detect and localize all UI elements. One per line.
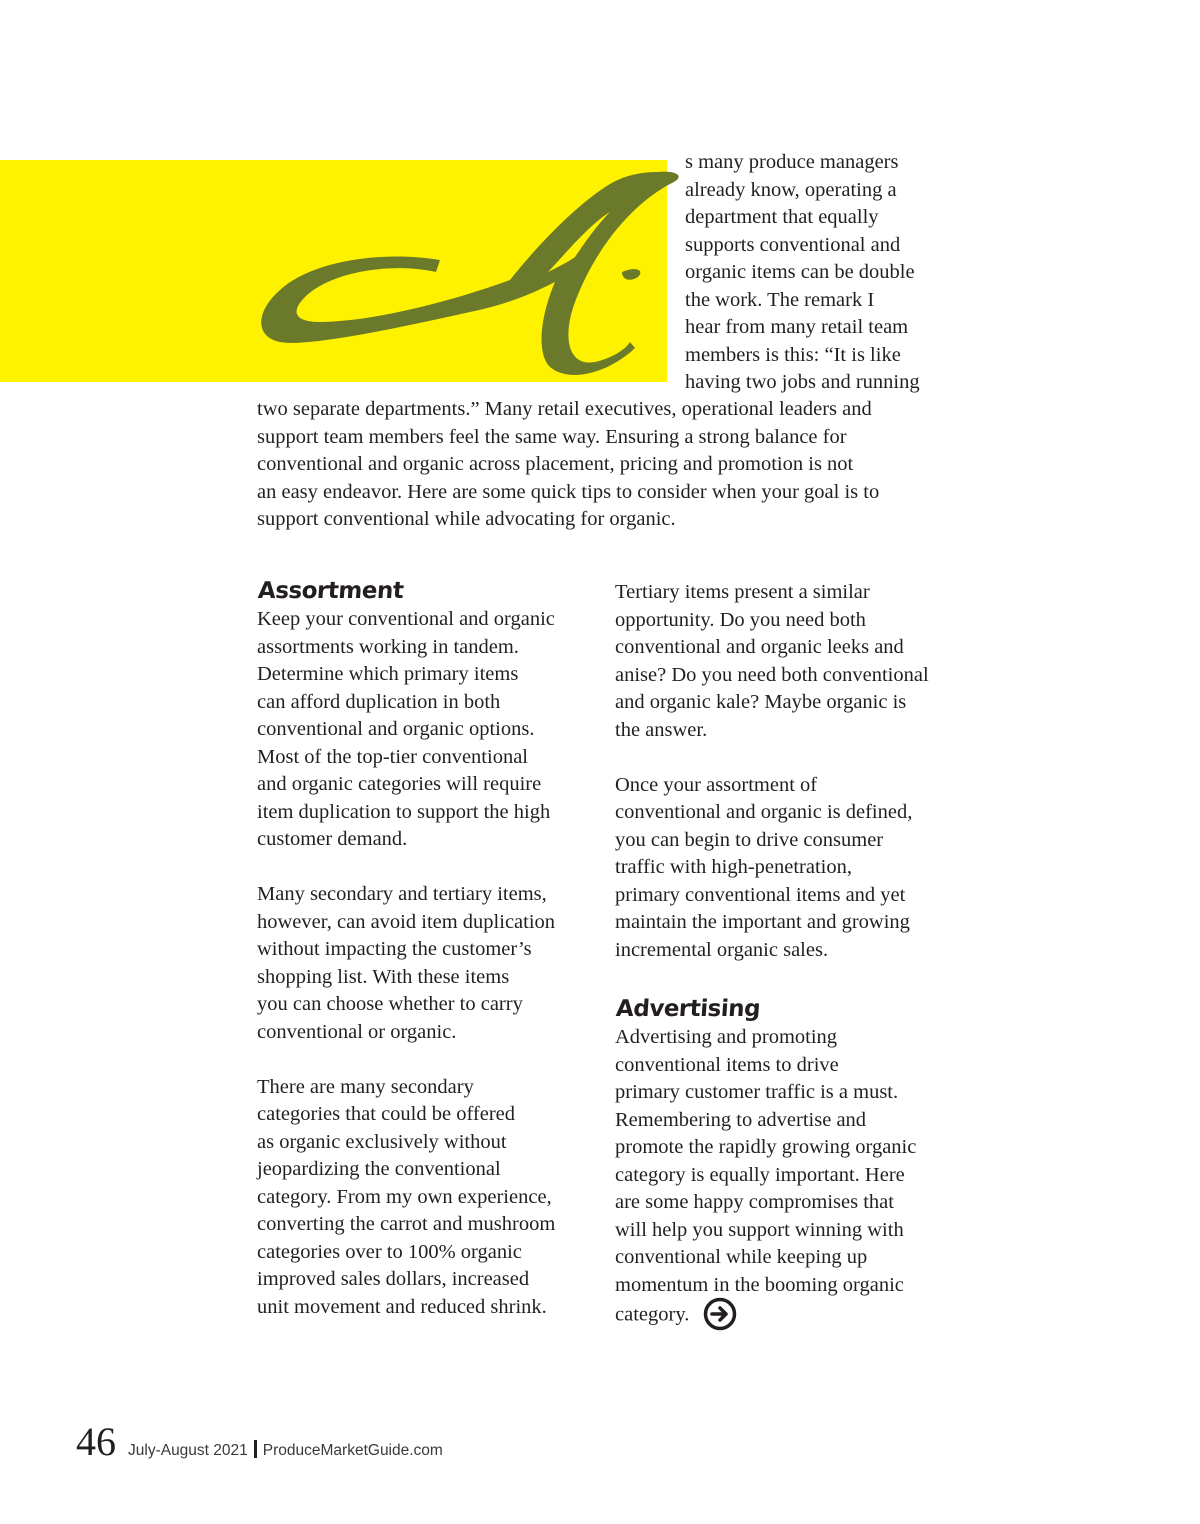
text-line: There are many secondary: [257, 1075, 474, 1098]
text-line: categories that could be offered: [257, 1103, 516, 1125]
drop-cap-a-serif: [622, 269, 640, 280]
text-line: conventional or organic.: [257, 1020, 457, 1043]
intro-line: support conventional while advocating for organic.: [257, 508, 676, 530]
text-line: maintain the important and growing: [615, 911, 910, 933]
page-number: 46: [76, 1419, 116, 1464]
intro-line: having two jobs and running: [685, 371, 920, 393]
text-line: Determine which primary items: [257, 663, 519, 685]
text-line: improved sales dollars, increased: [257, 1268, 530, 1290]
text-line: can afford duplication in both: [257, 690, 501, 713]
text-line: incremental organic sales.: [615, 938, 829, 961]
text-line: the answer.: [615, 718, 708, 741]
assortment-paragraph-3: [257, 1074, 597, 1322]
assortment-heading: Assortment: [257, 578, 405, 604]
text-line: without impacting the customer’s: [257, 938, 532, 960]
issue-date: July-August 2021: [128, 1442, 248, 1459]
page-footer: [76, 1418, 443, 1462]
text-line: shopping list. With these items: [257, 965, 510, 988]
intro-line: two separate departments.” Many retail executives, operational leaders and: [257, 398, 872, 420]
text-line: unit movement and reduced shrink.: [257, 1295, 547, 1318]
intro-bottom-text: [257, 396, 957, 534]
text-line: assortments working in tandem.: [257, 635, 519, 658]
text-line: jeopardizing the conventional: [257, 1158, 501, 1180]
text-line: promote the rapidly growing organic: [615, 1136, 917, 1158]
intro-line: already know, operating a: [685, 178, 897, 201]
text-line: anise? Do you need both conventional: [615, 663, 929, 686]
text-line: Advertising and promoting: [615, 1026, 838, 1048]
text-line: conventional and organic leeks and: [615, 636, 904, 658]
text-line: you can choose whether to carry: [257, 993, 523, 1015]
intro-line: supports conventional and: [685, 233, 901, 256]
intro-line: department that equally: [685, 206, 879, 228]
intro-line: organic items can be double: [685, 261, 915, 283]
text-line: primary conventional items and yet: [615, 883, 906, 906]
intro-line: an easy endeavor. Here are some quick tips to consider when your goal is to: [257, 480, 880, 503]
intro-line: hear from many retail team: [685, 316, 909, 338]
text-line: Tertiary items present a similar: [615, 581, 870, 603]
right-paragraph-2: [615, 772, 955, 965]
drop-cap-a: [250, 162, 690, 377]
text-line: conventional items to drive: [615, 1053, 839, 1076]
text-line: Remembering to advertise and: [615, 1108, 867, 1131]
text-line: item duplication to support the high: [257, 800, 551, 823]
assortment-paragraph-2: [257, 881, 597, 1046]
text-line: category is equally important. Here: [615, 1163, 905, 1186]
intro-top-text: [685, 149, 985, 397]
arrow-right-circle-icon[interactable]: [703, 1297, 737, 1331]
text-line: and organic kale? Maybe organic is: [615, 691, 907, 713]
left-column: [257, 576, 597, 1321]
text-line: conventional and organic options.: [257, 718, 535, 740]
text-line: however, can avoid item duplication: [257, 910, 556, 933]
text-line: category.: [615, 1303, 690, 1326]
text-line: momentum in the booming organic: [615, 1273, 904, 1296]
text-line: Keep your conventional and organic: [257, 608, 555, 630]
assortment-paragraph-1: [257, 606, 597, 854]
text-line: conventional while keeping up: [615, 1246, 868, 1268]
text-line: will help you support winning with: [615, 1218, 904, 1241]
intro-line: support team members feel the same way. Ensuring a strong balance for: [257, 425, 847, 448]
footer-divider: [254, 1440, 257, 1458]
text-line: and organic categories will require: [257, 773, 542, 795]
text-line: you can begin to drive consumer: [615, 828, 884, 851]
text-line: traffic with high-penetration,: [615, 856, 853, 878]
drop-cap-a-glyph: [261, 172, 678, 375]
right-column: [615, 579, 955, 1333]
right-paragraph-1: [615, 579, 955, 744]
text-line-last: [615, 1299, 955, 1333]
intro-line: the work. The remark I: [685, 288, 875, 311]
text-line: are some happy compromises that: [615, 1191, 894, 1213]
text-line: Many secondary and tertiary items,: [257, 883, 547, 905]
text-line: customer demand.: [257, 828, 408, 850]
text-line: Most of the top-tier conventional: [257, 745, 528, 768]
text-line: primary customer traffic is a must.: [615, 1081, 899, 1103]
text-line: categories over to 100% organic: [257, 1240, 522, 1263]
advertising-paragraph: [615, 1024, 955, 1333]
intro-line: members is this: “It is like: [685, 343, 901, 366]
text-line: as organic exclusively without: [257, 1130, 507, 1153]
intro-line: conventional and organic across placement, pricing and promotion is not: [257, 453, 854, 475]
text-line: conventional and organic is defined,: [615, 801, 913, 823]
site-name: ProduceMarketGuide.com: [262, 1442, 443, 1459]
text-line: category. From my own experience,: [257, 1185, 552, 1208]
intro-line: s many produce managers: [685, 151, 899, 173]
text-line: opportunity. Do you need both: [615, 608, 866, 631]
text-line: Once your assortment of: [615, 773, 818, 796]
text-line: converting the carrot and mushroom: [257, 1213, 556, 1235]
advertising-heading: Advertising: [615, 996, 761, 1022]
